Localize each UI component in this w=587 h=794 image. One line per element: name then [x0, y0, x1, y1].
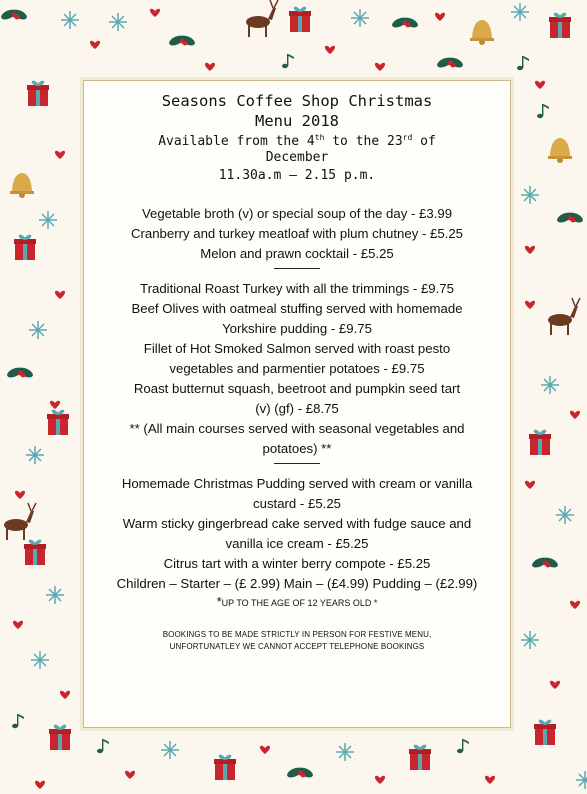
starters-section	[84, 204, 510, 264]
starter-item: Melon and prawn cocktail - £5.25	[200, 246, 394, 261]
mains-note: ** (All main courses served with seasonal vegetables and	[129, 421, 465, 436]
menu-title-line2: Menu 2018	[255, 112, 339, 130]
starter-item: Cranberry and turkey meatloaf with plum chutney - £5.25	[130, 226, 464, 241]
dessert-item: custard - £5.25	[253, 496, 341, 511]
children-prices: Children – Starter – (£ 2.99) Main – (£4.99) Pudding – (£2.99)	[116, 576, 478, 591]
section-divider	[274, 268, 320, 269]
mains-section	[84, 279, 510, 459]
main-item: (v) (gf) - £8.75	[255, 401, 339, 416]
dessert-item: Homemade Christmas Pudding served with cream or vanilla	[121, 476, 473, 491]
desserts-section	[84, 474, 510, 594]
dessert-item: Citrus tart with a winter berry compote - £5.25	[163, 556, 431, 571]
main-item: Yorkshire pudding - £9.75	[222, 321, 372, 336]
age-note-text: UP TO THE AGE OF 12 YEARS OLD *	[221, 598, 378, 608]
booking-line2: UNFORTUNATLEY WE CANNOT ACCEPT TELEPHONE BOOKINGS	[169, 642, 425, 651]
section-divider	[274, 463, 320, 464]
main-item: Beef Olives with oatmeal stuffing served with homemade	[131, 301, 463, 316]
availability-text: Available from the 4	[158, 134, 315, 149]
age-asterisk: *	[216, 594, 222, 609]
booking-line1: BOOKINGS TO BE MADE STRICTLY IN PERSON FOR FESTIVE MENU,	[162, 630, 432, 639]
mains-note: potatoes) **	[262, 441, 332, 456]
menu-title-line1: Seasons Coffee Shop Christmas	[161, 92, 433, 110]
dessert-item: Warm sticky gingerbread cake served with fudge sauce and	[122, 516, 472, 531]
age-note	[84, 594, 510, 611]
availability-month: December	[265, 150, 329, 165]
opening-times: 11.30a.m – 2.15 p.m.	[218, 168, 376, 183]
dessert-item: vanilla ice cream - £5.25	[225, 536, 369, 551]
ordinal-th: th	[314, 133, 325, 142]
main-item: Traditional Roast Turkey with all the trimmings - £9.75	[140, 281, 454, 296]
main-item: Roast butternut squash, beetroot and pumpkin seed tart	[133, 381, 461, 396]
availability-dates	[84, 134, 510, 150]
starter-item: Vegetable broth (v) or special soup of the day - £3.99	[141, 206, 453, 221]
main-item: Fillet of Hot Smoked Salmon served with roast pesto	[143, 341, 451, 356]
ordinal-rd: rd	[402, 133, 413, 142]
menu-panel	[83, 80, 511, 728]
main-item: vegetables and parmentier potatoes - £9.75	[169, 361, 425, 376]
availability-post: of	[412, 134, 436, 149]
booking-notice	[84, 629, 510, 653]
availability-mid: to the 23	[324, 134, 403, 149]
menu-title	[84, 91, 510, 131]
